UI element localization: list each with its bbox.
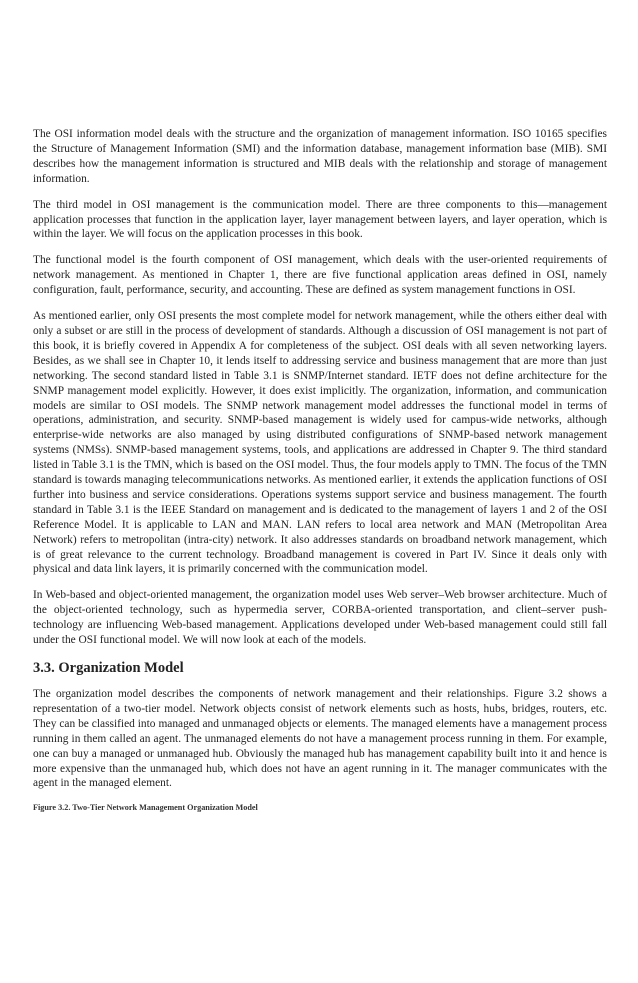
paragraph-functional-model: The functional model is the fourth component of OSI management, which deals with the user-oriented requirements of network management. As mentioned in Chapter 1, there are five functional application areas defined in OSI, namely configuration, fault, performance, security, and accounting. These are defined as system management functions in OSI. [33, 254, 607, 297]
paragraph-information-model: The OSI information model deals with the structure and the organization of management information. ISO 10165 specifies the Structure of Management Information (SMI) and the information database, management information base (MIB). SMI describes how the management information is structured and MIB deals with the relationship and storage of management information. [33, 128, 607, 185]
paragraph-standards-overview: As mentioned earlier, only OSI presents the most complete model for network management, while the others either deal with only a subset or are still in the process of development of standards. Although a discussion of OSI management is not part of this book, it is briefly covered in Appendix A for completeness of the subject. OSI deals with all seven networking layers. Besides, as we shall see in Chapter 10, it lends itself to addressing service and business management that are more than just networking. The second standard listed in Table 3.1 is SNMP/Internet standard. IETF does not define architecture for the SNMP management model explicitly. However, it does exist implicitly. The organization, information, and communication models are similar to OSI models. The SNMP network management model addresses the functional model in terms of operations, administration, and security. SNMP-based management is widely used for campus-wide networks, although enterprise-wide networks are also managed by using distributed configurations of SNMP-based network management systems (NMSs). SNMP-based management systems, tools, and applications are addressed in Chapter 9. The third standard listed in Table 3.1 is the TMN, which is based on the OSI model. Thus, the four models apply to TMN. The focus of the TMN standard is towards managing telecommunications networks. As mentioned earlier, it extends the application functions of OSI further into business and service considerations. Operations systems support service and business management. The fourth standard in Table 3.1 is the IEEE Standard on management and is dedicated to the management of layers 1 and 2 of the OSI Reference Model. It is applicable to LAN and MAN. LAN refers to local area network and MAN (Metropolitan Area Network) refers to metropolitan (intra-city) network. It also addresses standards on broadband network management, which is of great relevance to the current technology. Broadband management is covered in Part IV. Since it deals only with physical and data link layers, it is primarily concerned with the communication model. [33, 310, 607, 576]
document-page [33, 127, 607, 814]
paragraph-communication-model: The third model in OSI management is the communication model. There are three components to this—management application processes that function in the application layer, layer management between layers, and layer operation, which is within the layer. We will focus on the application processes in this book. [33, 198, 607, 241]
section-heading: 3.3. Organization Model [33, 660, 184, 676]
figure-caption: Figure 3.2. Two-Tier Network Management Organization Model [33, 803, 258, 813]
paragraph-organization-model: The organization model describes the components of network management and their relationships. Figure 3.2 shows a representation of a two-tier model. Network objects consist of network elements such as hosts, hubs, bridges, routers, etc. They can be classified into managed and unmanaged objects or elements. The managed elements have a management process running in them called an agent. The unmanaged elements do not have a management process running in them. For example, one can buy a managed or unmanaged hub. Obviously the managed hub has management capability built into it and hence is more expensive than the unmanaged hub, which does not have an agent running in it. The manager communicates with the agent in the managed element. [33, 688, 607, 790]
paragraph-web-based-management: In Web-based and object-oriented management, the organization model uses Web server–Web browser architecture. Much of the object-oriented technology, such as hypermedia server, CORBA-oriented transportation, and client–server push-technology are influencing Web-based management. Applications developed under Web-based management could still fall under the OSI functional model. We will now look at each of the models. [33, 589, 607, 647]
